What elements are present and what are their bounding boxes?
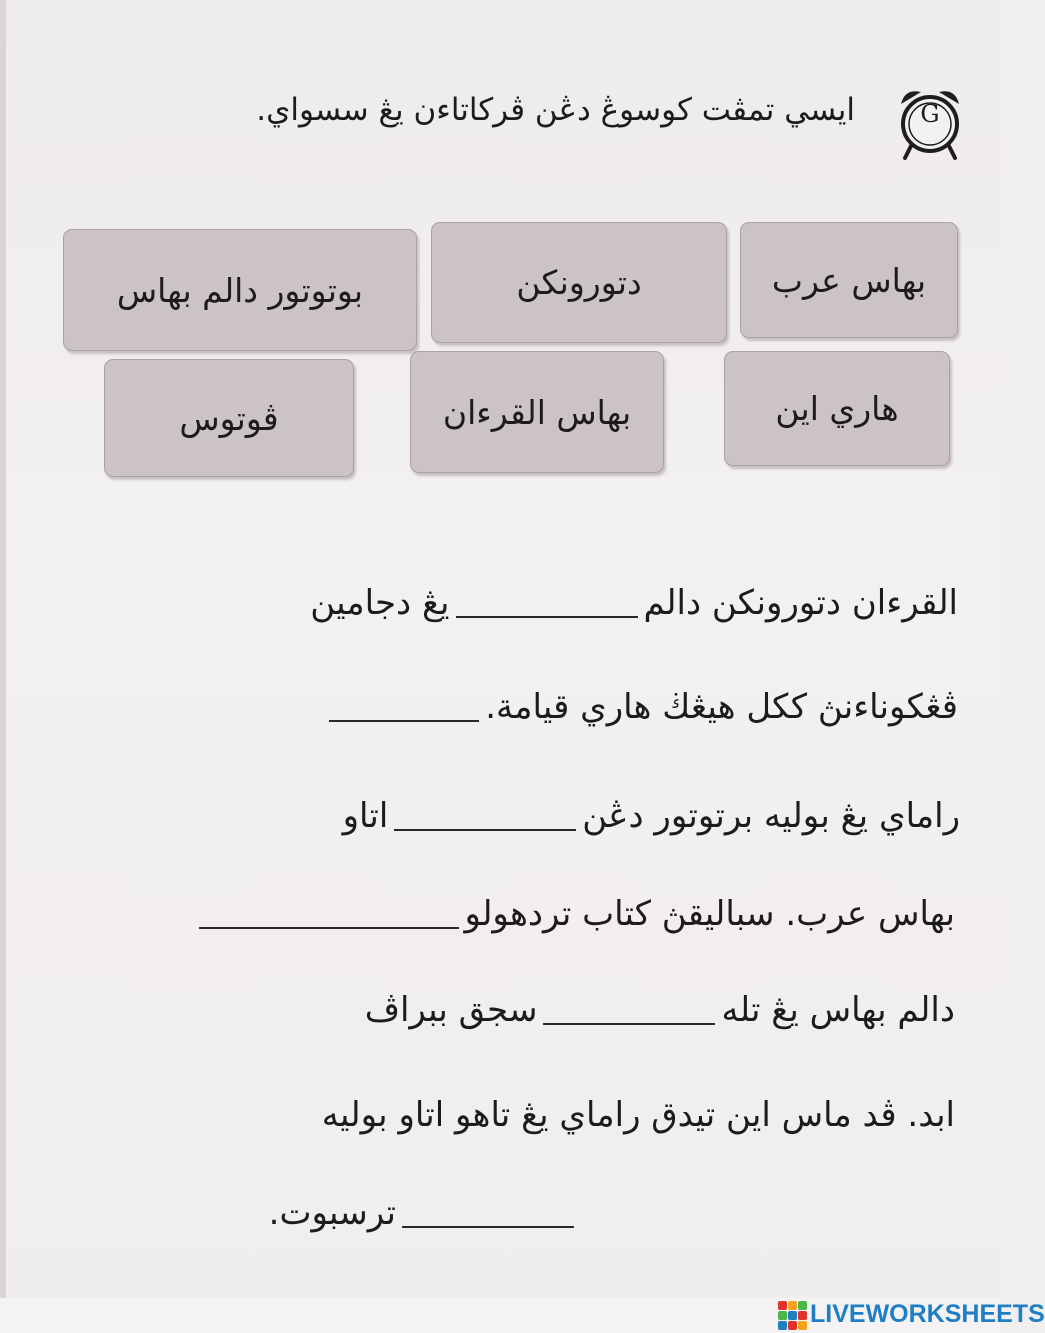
badge-letter: G [920,100,940,128]
instruction-text: ايسي تمڤت كوسوڠ دڠن ڤركاتاءن يڠ سسواي. [256,92,855,128]
word-box[interactable]: بوتوتور دالم بهاس [63,229,417,351]
logo-text: LIVEWORKSHEETS [810,1300,1045,1328]
answer-blank[interactable] [394,825,576,831]
sentence-text: دالم بهاس يڠ تله [721,990,955,1030]
word-box[interactable]: بهاس القرءان [410,351,664,473]
word-box[interactable]: ڤوتوس [104,359,354,477]
sentence-line-7 [269,1193,580,1233]
sentence-text: راماي يڠ بوليه برتوتور دڠن [582,796,960,836]
word-box[interactable]: دتورونكن [431,222,727,343]
sentence-text: ترسبوت. [268,1193,396,1233]
sentence-text: ڤڠكوناءنڽ ككل هيڠڬ هاري قيامة. [485,687,958,727]
sentence-line-4 [193,894,956,934]
word-box[interactable]: هاري اين [724,351,950,466]
answer-blank[interactable] [402,1222,574,1228]
word-box[interactable]: بهاس عرب [740,222,958,338]
sentence-line-2 [323,687,958,727]
sentence-text: بهاس عرب. سباليقڽ كتاب تردهولو [464,894,955,934]
answer-blank[interactable] [329,716,479,722]
sentence-text: يڠ دجامين [310,583,450,623]
sentence-text: ابد. ڤد ماس اين تيدق راماي يڠ تاهو اتاو بوليه [321,1095,955,1135]
sentence-text: القرءان دتورونكن دالم [643,583,958,623]
liveworksheets-logo-icon [778,1301,806,1329]
answer-blank[interactable] [543,1019,715,1025]
answer-blank[interactable] [456,612,638,618]
alarm-clock-badge-icon [893,82,967,162]
answer-blank[interactable] [199,923,459,929]
sentence-line-5 [365,990,955,1030]
sentence-line-3 [343,796,960,836]
page-edge-shadow [0,0,6,1333]
sentence-line-6 [322,1095,955,1135]
sentence-text: سجق ببراڤ [364,990,538,1030]
sentence-line-1 [310,583,958,623]
liveworksheets-logo[interactable] [778,1300,1045,1329]
sentence-text: اتاو [342,796,389,836]
